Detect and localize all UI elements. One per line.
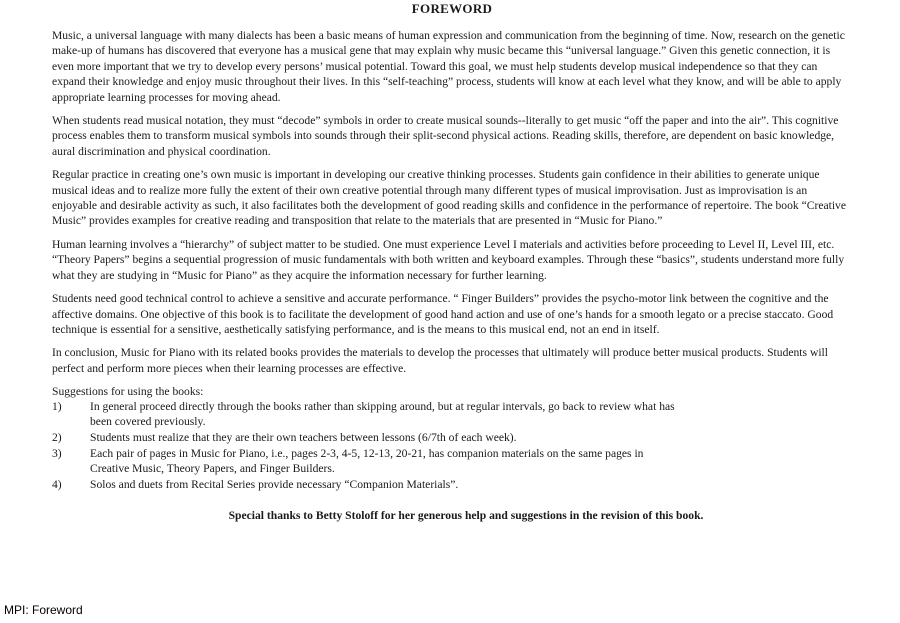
suggestions-heading: Suggestions for using the books: [52,385,204,399]
list-item-number: 4) [52,478,62,492]
list-item-text: Students must realize that they are their own teachers between lessons (6/7th of each week). [90,431,517,445]
list-item-number: 2) [52,431,62,445]
list-item [52,446,852,476]
paragraph-conclusion: In conclusion, Music for Piano with its related books provides the materials to develop the processes that ultimately will produce better musical products. Students will perfect and perform more pieces when their learning processes are effective. [52,346,828,375]
list-item [52,430,852,445]
foreword-page [52,0,852,522]
paragraph-technical-control: Students need good technical control to achieve a sensitive and accurate performance. “ Finger Builders” provides the psycho-motor link between the cognitive and the affective domains. One objective of this book is to facilitate the development of good hand action and use of one’s hands for a smooth legato or a precise staccato. Good technique is essential for a sensitive, aesthetically satisfying performance, and is the means to this musical end, not an end in itself. [52,292,834,336]
list-item-text: Each pair of pages in Music for Piano, i.e., pages 2-3, 4-5, 12-13, 20-21, has companion materials on the same pages in Creative Music, Theory Papers, and Finger Builders. [90,447,644,476]
footer-label: MPI: Foreword [4,603,83,617]
list-item [52,477,852,492]
list-item-text: Solos and duets from Recital Series provide necessary “Companion Materials”. [90,478,459,492]
suggestions-list [52,399,852,492]
acknowledgement: Special thanks to Betty Stoloff for her generous help and suggestions in the revision of this book. [228,509,704,523]
page-title: FOREWORD [411,1,493,16]
list-item-number: 3) [52,447,62,461]
paragraph-universal-language: Music, a universal language with many dialects has been a basic means of human expression and communication from the beginning of time. Now, research on the genetic make-up of humans has discovered that everyone has a musical gene that may explain why music became this “universal language.” Given this genetic connection, it is even more important that we try to develop every persons’ musical potential. Toward this goal, we must help students develop musical independence so that they can expand their knowledge and enjoy music throughout their lives. In this “self-teaching” process, students will know at each level what they know, and will be able to apply appropriate learning processes for moving ahead. [52,29,845,104]
paragraph-reading-notation: When students read musical notation, they must “decode” symbols in order to create musical sounds--literally to get music “off the paper and into the air”. This cognitive process enables them to transform musical symbols into sounds through their split-second physical actions. Reading skills, therefore, are dependent on basic knowledge, aural discrimination and physical coordination. [52,114,839,158]
list-item-number: 1) [52,400,62,414]
list-item-text: In general proceed directly through the books rather than skipping around, but at regular intervals, go back to review what has been covered previously. [90,400,675,429]
list-item [52,399,852,429]
paragraph-creative-practice: Regular practice in creating one’s own music is important in developing our creative thinking processes. Students gain confidence in their abilities to generate unique musical ideas and to realize more fully the extent of their own creative potential through many different types of musical improvisation. Just as improvisation is an enjoyable and desirable activity as such, it also facilitates both the development of good reading skills and confidence in the performance of repertoire. The book “Creative Music” provides examples for creative reading and transposition that relate to the materials that are presented in “Music for Piano.” [52,168,847,228]
paragraph-learning-hierarchy: Human learning involves a “hierarchy” of subject matter to be studied. One must experience Level I materials and activities before proceeding to Level II, Level III, etc. “Theory Papers” begins a sequential progression of music fundamentals with both written and keyboard examples. Through these “basics”, students understand more fully what they are studying in “Music for Piano” as they acquire the information necessary for further learning. [52,237,845,282]
